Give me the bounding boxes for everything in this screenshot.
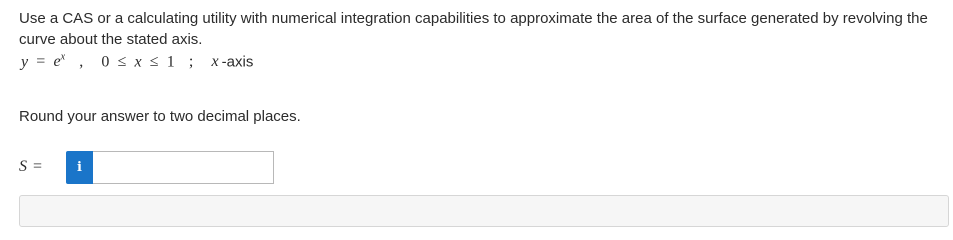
axis-variable: x: [211, 53, 219, 71]
equation-equals: =: [36, 53, 46, 71]
answer-label: S: [19, 157, 27, 175]
axis-suffix: -axis: [221, 53, 254, 71]
interval-end: 1: [166, 53, 175, 71]
equation-rhs: $e^x$: [53, 52, 66, 71]
equation-separator: ,: [79, 53, 84, 71]
curve-equation: [21, 52, 253, 71]
axis-separator: ;: [188, 53, 194, 71]
question-prompt: Use a CAS or a calculating utility with numerical integration capabilities to approximate the area of the surface generated by revolving the curve about the stated axis.: [19, 10, 928, 48]
interval-variable: x: [134, 53, 142, 71]
answer-row: [19, 151, 82, 184]
interval-start: 0: [101, 53, 110, 71]
answer-equals: =: [33, 157, 43, 175]
rounding-instruction: Round your answer to two decimal places.: [19, 108, 301, 125]
interval-le2: ≤: [149, 53, 159, 71]
equation-lhs: y: [21, 53, 29, 71]
info-icon[interactable]: i: [66, 151, 93, 184]
answer-input[interactable]: [93, 151, 274, 184]
feedback-panel: [19, 195, 949, 227]
interval-le1: ≤: [117, 53, 127, 71]
